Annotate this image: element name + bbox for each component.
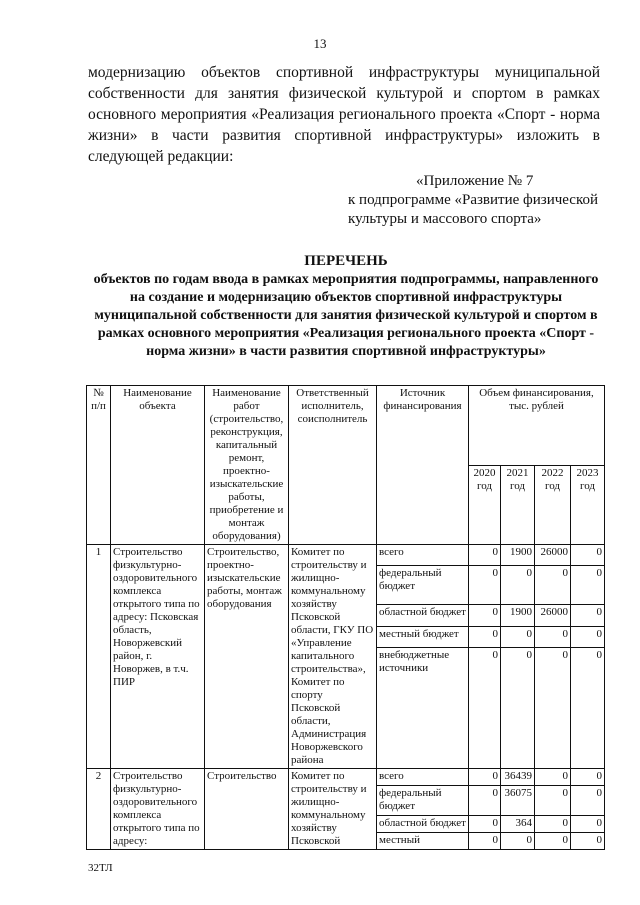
row-source-label: всего: [377, 769, 469, 786]
row-value: 0: [469, 605, 501, 626]
row-value: 36439: [501, 769, 535, 786]
row-value: 0: [535, 626, 571, 647]
row-responsible: Комитет по строительству и жилищно-коммунальному хозяйству Псковской области, ГКУ ПО «Управление капитального строительства», Комитет по спорту Псковской области, Администрация Новоржевского района: [289, 545, 377, 769]
header-source: Источник финансирования: [377, 386, 469, 545]
row-value: 0: [469, 769, 501, 786]
row-value: 0: [501, 626, 535, 647]
row-value: 0: [469, 833, 501, 850]
appendix-heading: [348, 172, 606, 229]
row-value: 0: [571, 566, 605, 605]
row-value: 0: [571, 605, 605, 626]
row-value: 0: [469, 785, 501, 816]
row-num: 1: [87, 545, 111, 769]
row-value: 0: [535, 648, 571, 769]
row-value: 26000: [535, 605, 571, 626]
row-responsible: Комитет по строительству и жилищно-коммунальному хозяйству Псковской: [289, 769, 377, 850]
header-num: № п/п: [87, 386, 111, 545]
row-value: 0: [501, 648, 535, 769]
row-value: 0: [571, 545, 605, 566]
row-value: 0: [571, 648, 605, 769]
appendix-line-1: «Приложение № 7: [416, 173, 534, 189]
row-value: 0: [571, 833, 605, 850]
row-value: 0: [535, 769, 571, 786]
row-source-label: всего: [377, 545, 469, 566]
row-value: 0: [469, 566, 501, 605]
header-year: 2021 год: [501, 465, 535, 545]
header-year: 2020 год: [469, 465, 501, 545]
row-source-label: федеральный бюджет: [377, 566, 469, 605]
row-object-name: Строительство физкультурно-оздоровительного комплекса открытого типа по адресу:: [111, 769, 205, 850]
row-works: Строительство: [205, 769, 289, 850]
intro-text: модернизацию объектов спортивной инфраструктуры муниципальной собственности для занятия физической культурой и спортом в рамках основного мероприятия «Реализация регионального проекта «Спорт - норма жизни» в части развития спортивной инфраструктуры» изложить в следующей редакции:: [88, 64, 600, 165]
row-value: 0: [571, 816, 605, 833]
row-works: Строительство, проектно-изыскательские работы, монтаж оборудования: [205, 545, 289, 769]
table-row: [87, 545, 605, 566]
objects-table: [86, 385, 605, 850]
header-responsible: Ответственный исполнитель, соисполнитель: [289, 386, 377, 545]
document-title: ПЕРЕЧЕНЬ: [304, 253, 388, 269]
row-value: 36075: [501, 785, 535, 816]
row-source-label: федеральный бюджет: [377, 785, 469, 816]
row-num: 2: [87, 769, 111, 850]
row-value: 0: [469, 816, 501, 833]
row-value: 0: [571, 769, 605, 786]
row-value: 364: [501, 816, 535, 833]
footer-code: 32ТЛ: [88, 862, 113, 874]
header-volume: Объем финансирования, тыс. рублей: [469, 386, 605, 466]
header-year: 2023 год: [571, 465, 605, 545]
row-value: 1900: [501, 545, 535, 566]
row-value: 26000: [535, 545, 571, 566]
row-value: 0: [571, 626, 605, 647]
appendix-line-2: к подпрограмме «Развитие физической культуры и массового спорта»: [348, 192, 599, 227]
header-works: Наименование работ (строительство, реконструкция, капитальный ремонт, проектно-изыскательские работы, приобретение и монтаж оборудования): [205, 386, 289, 545]
page-number: 13: [313, 36, 327, 51]
row-source-label: местный бюджет: [377, 626, 469, 647]
row-value: 0: [535, 833, 571, 850]
row-source-label: местный: [377, 833, 469, 850]
row-value: 0: [501, 566, 535, 605]
row-value: 1900: [501, 605, 535, 626]
row-value: 0: [469, 545, 501, 566]
table-header-row: [87, 386, 605, 466]
document-subtitle: объектов по годам ввода в рамках мероприятия подпрограммы, направленного на создание и модернизацию объектов спортивной инфраструктуры муниципальной собственности для занятия физической культурой и спортом в рамках основного мероприятия «Реализация регионального проекта «Спорт - норма жизни» в части развития спортивной инфраструктуры»: [93, 272, 599, 359]
row-source-label: областной бюджет: [377, 605, 469, 626]
row-value: 0: [535, 816, 571, 833]
row-source-label: внебюджетные источники: [377, 648, 469, 769]
row-value: 0: [501, 833, 535, 850]
header-object-name: Наименование объекта: [111, 386, 205, 545]
intro-paragraph: [88, 62, 600, 167]
row-value: 0: [535, 785, 571, 816]
header-year: 2022 год: [535, 465, 571, 545]
row-value: 0: [535, 566, 571, 605]
row-source-label: областной бюджет: [377, 816, 469, 833]
table-row: [87, 769, 605, 786]
row-value: 0: [469, 648, 501, 769]
row-value: 0: [469, 626, 501, 647]
row-value: 0: [571, 785, 605, 816]
row-object-name: Строительство физкультурно-оздоровительного комплекса открытого типа по адресу: Псковская область, Новоржевский район, г. Новоржев, в т.ч. ПИР: [111, 545, 205, 769]
